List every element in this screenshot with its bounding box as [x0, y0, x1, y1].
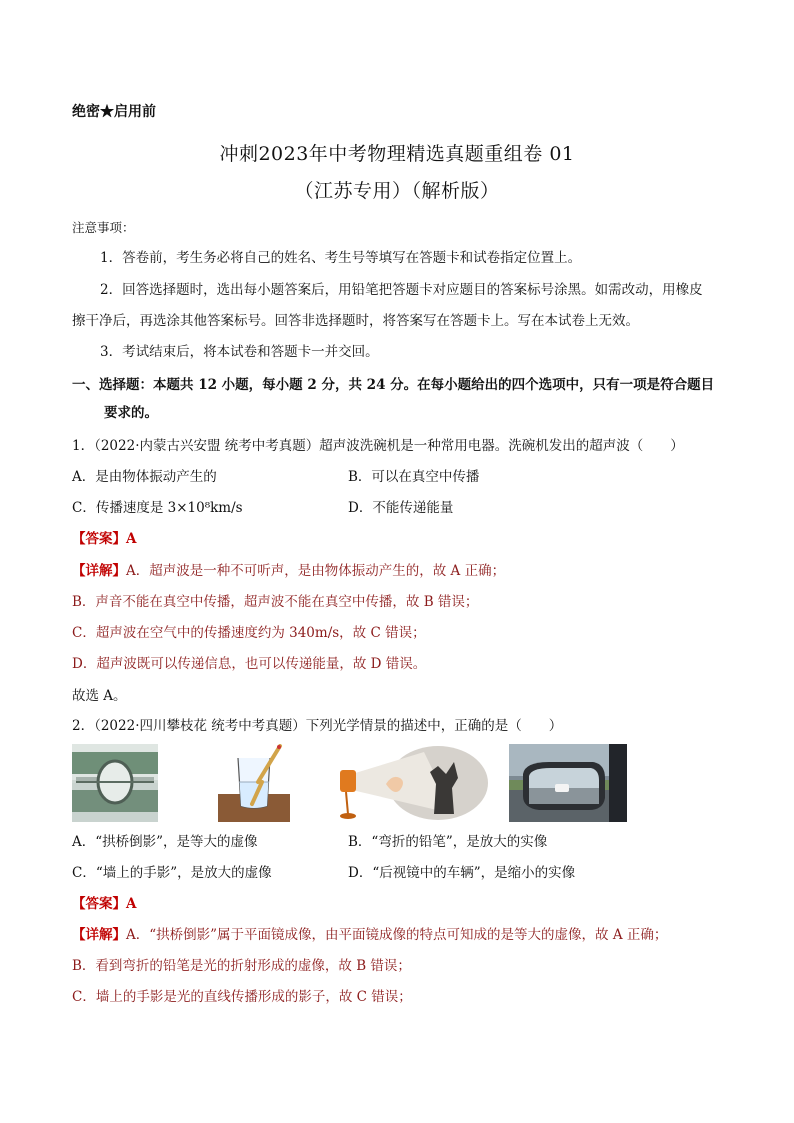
q2-answer: 【答案】A — [72, 896, 137, 912]
rearview-mirror-image — [509, 744, 627, 822]
question-1-stem: 1．（2022·内蒙古兴安盟 统考中考真题）超声波洗碗机是一种常用电器。洗碗机发出的超声波（ ） — [72, 438, 684, 454]
note-item: 1．答卷前，考生务必将自己的姓名、考生号等填写在答题卡和试卷指定位置上。 — [100, 250, 582, 266]
q1-option-c: C．传播速度是 3×10⁸km/s — [72, 500, 243, 516]
q1-detail-line: B．声音不能在真空中传播，超声波不能在真空中传播，故 B 错误； — [72, 594, 479, 610]
page-title: 冲刺2023年中考物理精选真题重组卷 01 — [219, 143, 575, 165]
bent-pencil-image — [218, 744, 290, 822]
page-subtitle: （江苏专用）（解析版） — [294, 180, 500, 202]
q2-detail-line: B．看到弯折的铅笔是光的折射形成的虚像，故 B 错误； — [72, 958, 411, 974]
q2-detail-line: A．“拱桥倒影”属于平面镜成像，由平面镜成像的特点可知成的是等大的虚像，故 A 正确； — [126, 927, 668, 943]
question-2-stem: 2．（2022·四川攀枝花 统考中考真题）下列光学情景的描述中，正确的是（ ） — [72, 718, 563, 734]
q2-option-a: A．“拱桥倒影”，是等大的虚像 — [72, 834, 258, 850]
section-heading-label: 一、选择题： — [72, 377, 153, 393]
section-heading-tail: ，只有一项是符合题目 — [579, 377, 715, 393]
q1-option-a: A．是由物体振动产生的 — [72, 469, 217, 485]
q2-figures — [72, 744, 632, 822]
q2-detail — [72, 925, 667, 945]
q1-detail-line: C．超声波在空气中的传播速度约为 340m/s，故 C 错误； — [72, 625, 426, 641]
section-heading — [72, 373, 714, 393]
q1-conclusion: 故选 A。 — [72, 688, 127, 704]
hand-shadow-image — [334, 744, 488, 822]
section-heading-main: 本题共 12 小题，每小题 2 分，共 24 分。在每小题给出的 — [153, 377, 512, 393]
confidential-mark: 绝密★启用前 — [72, 104, 156, 120]
q1-detail — [72, 561, 505, 581]
note-item: 3．考试结束后，将本试卷和答题卡一并交回。 — [100, 344, 379, 360]
section-heading-cont: 要求的。 — [104, 405, 158, 421]
notes-heading: 注意事项： — [72, 220, 135, 235]
section-heading-emph: 四个选项中 — [511, 377, 580, 393]
q1-option-d: D．不能传递能量 — [348, 500, 454, 516]
q1-detail-line: D．超声波既可以传递信息，也可以传递能量，故 D 错误。 — [72, 656, 427, 672]
q2-option-b: B．“弯折的铅笔”，是放大的实像 — [348, 834, 548, 850]
q1-detail-label: 【详解】 — [72, 563, 126, 579]
q2-detail-line: C．墙上的手影是光的直线传播形成的影子，故 C 错误； — [72, 989, 412, 1005]
bridge-reflection-image — [72, 744, 158, 822]
q2-detail-label: 【详解】 — [72, 927, 126, 943]
q2-option-d: D．“后视镜中的车辆”，是缩小的实像 — [348, 865, 576, 881]
note-item: 擦干净后，再选涂其他答案标号。回答非选择题时，将答案写在答题卡上。写在本试卷上无效。 — [72, 313, 639, 329]
q1-detail-line: A．超声波是一种不可听声，是由物体振动产生的，故 A 正确； — [126, 563, 506, 579]
q1-option-b: B．可以在真空中传播 — [348, 469, 480, 485]
q2-option-c: C．“墙上的手影”，是放大的虚像 — [72, 865, 272, 881]
note-item: 2．回答选择题时，选出每小题答案后，用铅笔把答题卡对应题目的答案标号涂黑。如需改动，用橡皮 — [100, 282, 703, 298]
q1-answer: 【答案】A — [72, 531, 137, 547]
